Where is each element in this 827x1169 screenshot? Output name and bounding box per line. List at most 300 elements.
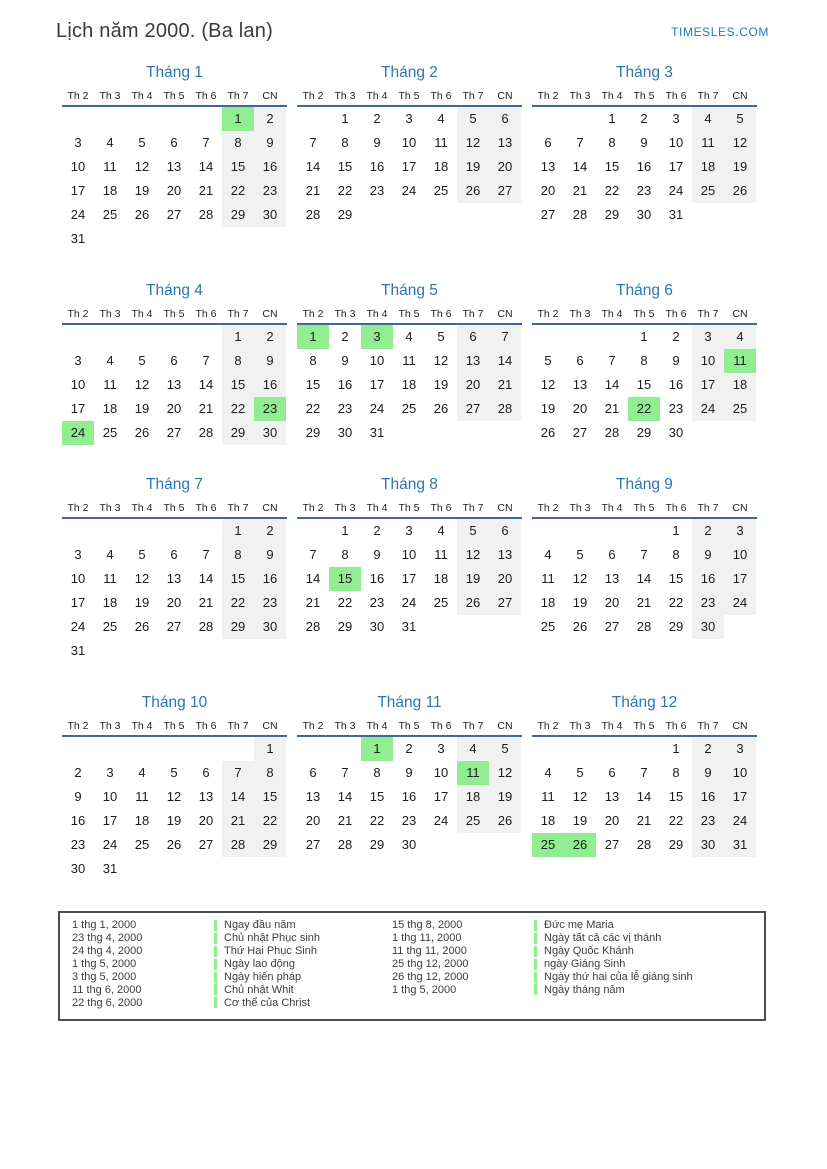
day-cell: 3 [692, 325, 724, 349]
day-cell: 27 [166, 207, 182, 222]
month-title: Tháng 8 [381, 476, 438, 493]
day-cell: 6 [576, 353, 584, 368]
weekday-label: CN [262, 90, 278, 102]
weekday-label: CN [262, 502, 278, 514]
day-cell: 4 [437, 111, 445, 126]
day-cell: 9 [254, 131, 286, 155]
weekday-label: CN [732, 90, 748, 102]
empty-cell [532, 519, 564, 543]
weekday-label: Th 5 [633, 502, 655, 514]
empty-cell [94, 639, 126, 663]
day-cell: 30 [254, 421, 286, 445]
weekday-label: Th 5 [163, 308, 185, 320]
holiday-marker-icon [214, 946, 217, 957]
day-cell: 29 [305, 425, 321, 440]
week-row [532, 591, 757, 615]
day-cell: 25 [134, 837, 150, 852]
legend-column-left [72, 919, 392, 1009]
weekday-label: Th 7 [227, 308, 249, 320]
empty-cell [724, 615, 756, 639]
day-cell: 7 [202, 547, 210, 562]
day-cell: 5 [138, 353, 146, 368]
day-cell: 13 [540, 159, 556, 174]
legend-item [392, 983, 764, 996]
day-cell: 15 [254, 785, 286, 809]
month-block [297, 694, 522, 857]
day-cell: 31 [369, 425, 385, 440]
day-cell: 31 [102, 861, 118, 876]
day-cell: 24 [401, 595, 417, 610]
weekday-label: Th 7 [697, 502, 719, 514]
month-block [62, 694, 287, 881]
empty-cell [126, 639, 158, 663]
empty-cell [254, 227, 286, 251]
day-cell: 28 [489, 397, 521, 421]
day-cell: 5 [170, 765, 178, 780]
week-row [532, 567, 757, 591]
holiday-day-cell: 1 [297, 325, 329, 349]
day-cell: 10 [433, 765, 449, 780]
legend-column-right [392, 919, 764, 1009]
empty-cell [628, 737, 660, 761]
week-row [532, 373, 757, 397]
day-cell: 5 [724, 107, 756, 131]
day-cell: 22 [254, 809, 286, 833]
day-cell: 13 [198, 789, 214, 804]
weekday-label: Th 7 [227, 90, 249, 102]
weekday-header-row [62, 502, 287, 519]
legend-holiday-name: Đức mẹ Maria [544, 919, 614, 932]
day-cell: 19 [433, 377, 449, 392]
day-cell: 29 [636, 425, 652, 440]
holiday-day-cell: 11 [457, 761, 489, 785]
day-cell: 25 [102, 425, 118, 440]
legend-date: 11 thg 6, 2000 [72, 983, 142, 996]
day-cell: 18 [401, 377, 417, 392]
week-row [532, 519, 757, 543]
empty-cell [628, 519, 660, 543]
day-cell: 20 [604, 595, 620, 610]
day-cell: 22 [604, 183, 620, 198]
day-cell: 9 [373, 547, 381, 562]
weekday-label: Th 2 [302, 502, 324, 514]
day-cell: 17 [724, 567, 756, 591]
empty-cell [62, 325, 94, 349]
day-cell: 17 [433, 789, 449, 804]
month-title: Tháng 7 [146, 476, 203, 493]
day-cell: 29 [222, 203, 254, 227]
holiday-day-cell: 1 [361, 737, 393, 761]
empty-cell [425, 203, 457, 227]
weekday-label: Th 6 [195, 502, 217, 514]
day-cell: 23 [337, 401, 353, 416]
day-cell: 28 [222, 833, 254, 857]
holiday-day-cell: 11 [724, 349, 756, 373]
day-cell: 14 [198, 571, 214, 586]
weekday-label: Th 6 [665, 502, 687, 514]
day-cell: 2 [692, 737, 724, 761]
day-cell: 7 [489, 325, 521, 349]
day-cell: 12 [134, 377, 150, 392]
day-cell: 16 [636, 159, 652, 174]
day-cell: 12 [166, 789, 182, 804]
day-cell: 15 [604, 159, 620, 174]
day-cell: 18 [102, 401, 118, 416]
day-cell: 22 [337, 183, 353, 198]
legend-item [72, 945, 392, 958]
day-cell: 10 [70, 377, 86, 392]
day-cell: 21 [222, 809, 254, 833]
empty-cell [190, 737, 222, 761]
day-cell: 28 [305, 619, 321, 634]
weekday-label: Th 4 [366, 502, 388, 514]
months-grid [62, 64, 827, 881]
day-cell: 12 [724, 131, 756, 155]
day-cell: 2 [74, 765, 82, 780]
empty-cell [596, 325, 628, 349]
day-cell: 6 [170, 353, 178, 368]
day-cell: 1 [672, 523, 680, 538]
day-cell: 29 [369, 837, 385, 852]
day-cell: 25 [433, 183, 449, 198]
day-cell: 15 [668, 789, 684, 804]
day-cell: 25 [540, 619, 556, 634]
empty-cell [457, 203, 489, 227]
week-row [62, 833, 287, 857]
day-cell: 27 [198, 837, 214, 852]
empty-cell [425, 615, 457, 639]
day-cell: 12 [489, 761, 521, 785]
week-row [62, 131, 287, 155]
weekday-header-row [532, 720, 757, 737]
day-cell: 6 [608, 765, 616, 780]
day-cell: 21 [198, 183, 214, 198]
empty-cell [94, 737, 126, 761]
weekday-label: Th 2 [302, 720, 324, 732]
day-cell: 28 [305, 207, 321, 222]
day-cell: 26 [540, 425, 556, 440]
week-row [297, 179, 522, 203]
day-cell: 14 [198, 377, 214, 392]
day-cell: 1 [254, 737, 286, 761]
day-cell: 29 [337, 207, 353, 222]
day-cell: 10 [70, 159, 86, 174]
day-cell: 16 [369, 159, 385, 174]
day-cell: 26 [433, 401, 449, 416]
day-cell: 9 [692, 543, 724, 567]
empty-cell [158, 325, 190, 349]
weekday-label: Th 3 [99, 90, 121, 102]
legend-item [392, 932, 764, 945]
day-cell: 29 [668, 837, 684, 852]
day-cell: 15 [668, 571, 684, 586]
day-cell: 4 [724, 325, 756, 349]
day-cell: 8 [608, 135, 616, 150]
empty-cell [126, 737, 158, 761]
day-cell: 22 [337, 595, 353, 610]
day-cell: 16 [337, 377, 353, 392]
day-cell: 14 [636, 789, 652, 804]
empty-cell [222, 737, 254, 761]
legend-item [392, 945, 764, 958]
week-row [297, 591, 522, 615]
weekday-label: Th 6 [665, 90, 687, 102]
day-cell: 26 [134, 619, 150, 634]
month-weeks [297, 519, 522, 639]
day-cell: 19 [572, 595, 588, 610]
weekday-label: Th 4 [366, 90, 388, 102]
weekday-header-row [532, 502, 757, 519]
weekday-label: Th 5 [633, 90, 655, 102]
empty-cell [158, 107, 190, 131]
weekday-label: CN [262, 720, 278, 732]
day-cell: 20 [198, 813, 214, 828]
week-row [532, 785, 757, 809]
holiday-day-cell: 1 [222, 107, 254, 131]
week-row [532, 543, 757, 567]
day-cell: 21 [636, 813, 652, 828]
day-cell: 3 [724, 737, 756, 761]
weekday-label: Th 7 [462, 720, 484, 732]
weekday-label: Th 5 [163, 720, 185, 732]
day-cell: 24 [724, 591, 756, 615]
day-cell: 5 [138, 135, 146, 150]
day-cell: 26 [134, 425, 150, 440]
day-cell: 3 [437, 741, 445, 756]
day-cell: 14 [636, 571, 652, 586]
day-cell: 15 [222, 155, 254, 179]
day-cell: 22 [668, 595, 684, 610]
empty-cell [596, 737, 628, 761]
legend-date: 1 thg 5, 2000 [392, 983, 457, 996]
day-cell: 23 [692, 809, 724, 833]
legend-date: 11 thg 11, 2000 [392, 945, 467, 958]
day-cell: 2 [254, 325, 286, 349]
day-cell: 11 [541, 571, 555, 586]
week-row [532, 107, 757, 131]
empty-cell [457, 833, 489, 857]
day-cell: 13 [166, 377, 182, 392]
legend-item [72, 919, 392, 932]
day-cell: 5 [576, 547, 584, 562]
empty-cell [158, 519, 190, 543]
empty-cell [361, 203, 393, 227]
day-cell: 7 [309, 547, 317, 562]
legend-item [392, 958, 764, 971]
empty-cell [692, 203, 724, 227]
legend-date: 23 thg 4, 2000 [72, 932, 143, 945]
legend-holiday-name: Cơ thể của Christ [224, 996, 311, 1009]
week-row [297, 421, 522, 445]
day-cell: 3 [672, 111, 680, 126]
day-cell: 8 [222, 349, 254, 373]
empty-cell [94, 227, 126, 251]
weekday-label: CN [497, 308, 513, 320]
month-title: Tháng 10 [141, 694, 208, 711]
month-title: Tháng 11 [377, 694, 442, 711]
empty-cell [126, 519, 158, 543]
legend-holiday-name: Ngày hiến pháp [224, 971, 302, 983]
day-cell: 30 [369, 619, 385, 634]
empty-cell [254, 639, 286, 663]
weekday-header-row [297, 502, 522, 519]
day-cell: 23 [254, 179, 286, 203]
day-cell: 12 [457, 543, 489, 567]
legend-holiday-name: Ngày Quốc Khánh [544, 945, 634, 958]
day-cell: 24 [369, 401, 385, 416]
legend-holiday-name: Chủ nhật Whit [224, 983, 294, 996]
week-row [62, 809, 287, 833]
month-weeks [297, 325, 522, 445]
day-cell: 2 [692, 519, 724, 543]
day-cell: 25 [433, 595, 449, 610]
week-row [532, 421, 757, 445]
weekday-label: Th 4 [601, 90, 623, 102]
weekday-label: Th 4 [601, 308, 623, 320]
week-row [532, 155, 757, 179]
day-cell: 17 [401, 159, 417, 174]
empty-cell [190, 227, 222, 251]
day-cell: 5 [437, 329, 445, 344]
day-cell: 12 [134, 571, 150, 586]
day-cell: 1 [222, 519, 254, 543]
day-cell: 15 [636, 377, 652, 392]
weekday-label: Th 3 [99, 308, 121, 320]
day-cell: 14 [305, 571, 321, 586]
site-link[interactable]: TIMESLES.COM [671, 25, 769, 39]
day-cell: 17 [724, 785, 756, 809]
legend-holiday-name: Thứ Hai Phục Sinh [224, 945, 317, 958]
day-cell: 16 [254, 155, 286, 179]
weekday-label: Th 5 [163, 90, 185, 102]
day-cell: 6 [544, 135, 552, 150]
week-row [532, 615, 757, 639]
day-cell: 23 [369, 595, 385, 610]
weekday-label: Th 5 [398, 502, 420, 514]
weekday-label: Th 3 [334, 90, 356, 102]
weekday-label: Th 4 [366, 308, 388, 320]
day-cell: 19 [724, 155, 756, 179]
day-cell: 30 [337, 425, 353, 440]
day-cell: 30 [70, 861, 86, 876]
legend-holiday-name: Ngày lao động [224, 958, 295, 971]
day-cell: 31 [668, 207, 684, 222]
day-cell: 10 [724, 761, 756, 785]
day-cell: 1 [341, 111, 349, 126]
page-title: Lịch năm 2000. (Ba lan) [56, 20, 273, 42]
weekday-label: Th 3 [569, 90, 591, 102]
weekday-label: Th 3 [334, 502, 356, 514]
day-cell: 28 [604, 425, 620, 440]
legend-item [72, 958, 392, 971]
weekday-label: Th 7 [697, 90, 719, 102]
empty-cell [94, 519, 126, 543]
day-cell: 6 [309, 765, 317, 780]
day-cell: 4 [692, 107, 724, 131]
legend-item [72, 996, 392, 1009]
empty-cell [596, 519, 628, 543]
weekday-label: Th 2 [302, 90, 324, 102]
day-cell: 18 [433, 159, 449, 174]
holiday-marker-icon [534, 920, 537, 931]
day-cell: 21 [198, 401, 214, 416]
month-weeks [62, 519, 287, 663]
page-header [0, 0, 827, 43]
day-cell: 28 [636, 619, 652, 634]
weekday-label: Th 3 [569, 502, 591, 514]
weekday-label: Th 5 [398, 720, 420, 732]
day-cell: 21 [636, 595, 652, 610]
holiday-day-cell: 15 [329, 567, 361, 591]
empty-cell [297, 107, 329, 131]
day-cell: 9 [692, 761, 724, 785]
day-cell: 12 [433, 353, 449, 368]
holiday-marker-icon [214, 997, 217, 1008]
day-cell: 1 [222, 325, 254, 349]
legend-item [72, 983, 392, 996]
month-block [62, 476, 287, 663]
legend-item [392, 919, 764, 932]
week-row [297, 785, 522, 809]
day-cell: 30 [401, 837, 417, 852]
empty-cell [190, 639, 222, 663]
empty-cell [222, 227, 254, 251]
weekday-label: Th 7 [462, 308, 484, 320]
month-block [297, 282, 522, 445]
day-cell: 13 [166, 571, 182, 586]
day-cell: 20 [489, 155, 521, 179]
empty-cell [62, 519, 94, 543]
day-cell: 8 [672, 765, 680, 780]
day-cell: 25 [401, 401, 417, 416]
day-cell: 25 [102, 619, 118, 634]
day-cell: 29 [337, 619, 353, 634]
day-cell: 1 [608, 111, 616, 126]
day-cell: 26 [134, 207, 150, 222]
weekday-label: Th 3 [99, 502, 121, 514]
day-cell: 2 [254, 519, 286, 543]
day-cell: 10 [401, 547, 417, 562]
month-block [532, 64, 757, 227]
day-cell: 8 [222, 131, 254, 155]
day-cell: 24 [70, 207, 86, 222]
empty-cell [190, 519, 222, 543]
empty-cell [126, 227, 158, 251]
empty-cell [254, 857, 286, 881]
day-cell: 3 [405, 111, 413, 126]
week-row [532, 349, 757, 373]
weekday-label: Th 3 [334, 720, 356, 732]
weekday-label: Th 4 [131, 720, 153, 732]
day-cell: 20 [305, 813, 321, 828]
week-row [62, 155, 287, 179]
holiday-marker-icon [214, 984, 217, 995]
day-cell: 30 [254, 203, 286, 227]
empty-cell [489, 203, 521, 227]
holiday-marker-icon [214, 972, 217, 983]
day-cell: 30 [668, 425, 684, 440]
holiday-day-cell: 22 [628, 397, 660, 421]
empty-cell [393, 203, 425, 227]
day-cell: 18 [102, 595, 118, 610]
weekday-label: Th 6 [430, 720, 452, 732]
day-cell: 13 [166, 159, 182, 174]
day-cell: 18 [433, 571, 449, 586]
day-cell: 9 [254, 349, 286, 373]
day-cell: 11 [692, 131, 724, 155]
legend-date: 1 thg 5, 2000 [72, 958, 137, 971]
day-cell: 21 [337, 813, 353, 828]
